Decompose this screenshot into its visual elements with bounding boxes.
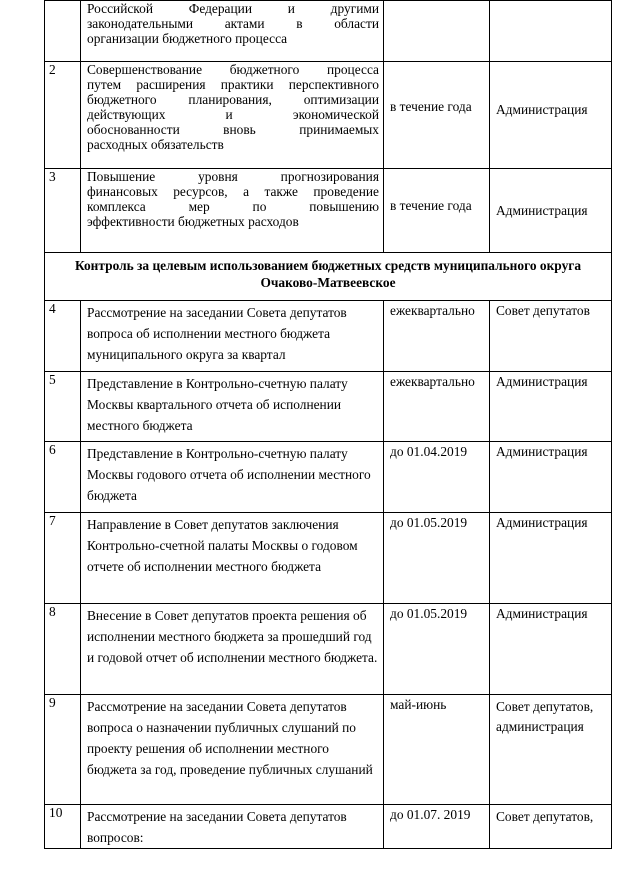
- table-row: [45, 169, 612, 253]
- row-text: Представление в Контрольно-счетную палату Москвы годового отчета об исполнении местного бюджета: [81, 442, 384, 513]
- row-text-line: бюджетного планирования, оптимизации: [87, 92, 379, 107]
- row-period: до 01.05.2019: [384, 604, 490, 695]
- row-text: [81, 169, 384, 253]
- row-text-line: эффективности бюджетных расходов: [87, 214, 299, 229]
- row-responsible: Совет депутатов,: [490, 805, 612, 849]
- row-text-line: расходных обязательств: [87, 137, 224, 152]
- row-number: 10: [45, 805, 81, 849]
- row-responsible: Совет депутатов: [490, 301, 612, 372]
- plan-table: [44, 0, 612, 849]
- row-text: Представление в Контрольно-счетную палату Москвы квартального отчета об исполнении местного бюджета: [81, 372, 384, 442]
- row-text-line: организации бюджетного процесса: [87, 31, 288, 46]
- row-text: Рассмотрение на заседании Совета депутатов вопроса о назначении публичных слушаний по проекту решения об исполнении местного бюджета за год, проведение публичных слушаний: [81, 695, 384, 805]
- row-text-line: Повышение уровня прогнозирования: [87, 169, 379, 184]
- table-row: [45, 805, 612, 849]
- row-number: 8: [45, 604, 81, 695]
- section-heading: Контроль за целевым использованием бюджетных средств муниципального округа Очаково-Матвеевское: [45, 253, 612, 301]
- table-row: [45, 372, 612, 442]
- row-number: [45, 1, 81, 62]
- row-number: 7: [45, 513, 81, 604]
- row-responsible: Администрация: [490, 169, 612, 253]
- row-text: Рассмотрение на заседании Совета депутатов вопроса об исполнении местного бюджета муниципального округа за квартал: [81, 301, 384, 372]
- row-period: в течение года: [384, 62, 490, 169]
- row-text-line: комплекса мер по повышению: [87, 199, 379, 214]
- row-text-line: законодательными актами в области: [87, 16, 379, 31]
- table-row: [45, 442, 612, 513]
- row-responsible: Администрация: [490, 442, 612, 513]
- row-text: Рассмотрение на заседании Совета депутатов вопросов:: [81, 805, 384, 849]
- row-period: в течение года: [384, 169, 490, 253]
- row-period: ежеквартально: [384, 301, 490, 372]
- row-responsible: Совет депутатов, администрация: [490, 695, 612, 805]
- row-period: [384, 1, 490, 62]
- row-number: 4: [45, 301, 81, 372]
- row-period: до 01.04.2019: [384, 442, 490, 513]
- row-text-line: Российской Федерации и другими: [87, 1, 379, 16]
- table-row: [45, 62, 612, 169]
- row-responsible: Администрация: [490, 513, 612, 604]
- row-responsible: Администрация: [490, 62, 612, 169]
- row-period: май-июнь: [384, 695, 490, 805]
- row-text: [81, 1, 384, 62]
- row-text: [81, 62, 384, 169]
- table-row: [45, 1, 612, 62]
- row-number: 6: [45, 442, 81, 513]
- row-text-line: действующих и экономической: [87, 107, 379, 122]
- section-heading-row: [45, 253, 612, 301]
- row-text-line: Совершенствование бюджетного процесса: [87, 62, 379, 77]
- row-number: 9: [45, 695, 81, 805]
- row-responsible: Администрация: [490, 372, 612, 442]
- row-responsible: [490, 1, 612, 62]
- row-text: Внесение в Совет депутатов проекта решения об исполнении местного бюджета за прошедший год и годовой отчет об исполнении местного бюджета.: [81, 604, 384, 695]
- row-responsible: Администрация: [490, 604, 612, 695]
- row-period: до 01.07. 2019: [384, 805, 490, 849]
- table-row: [45, 301, 612, 372]
- row-text-line: финансовых ресурсов, а также проведение: [87, 184, 379, 199]
- row-number: 3: [45, 169, 81, 253]
- row-period: до 01.05.2019: [384, 513, 490, 604]
- row-number: 5: [45, 372, 81, 442]
- row-text-line: путем расширения практики перспективного: [87, 77, 379, 92]
- table-row: [45, 513, 612, 604]
- row-period: ежеквартально: [384, 372, 490, 442]
- table-row: [45, 695, 612, 805]
- row-number: 2: [45, 62, 81, 169]
- row-text-line: обоснованности вновь принимаемых: [87, 122, 379, 137]
- row-text: Направление в Совет депутатов заключения Контрольно-счетной палаты Москвы о годовом отчете об исполнении местного бюджета: [81, 513, 384, 604]
- table-row: [45, 604, 612, 695]
